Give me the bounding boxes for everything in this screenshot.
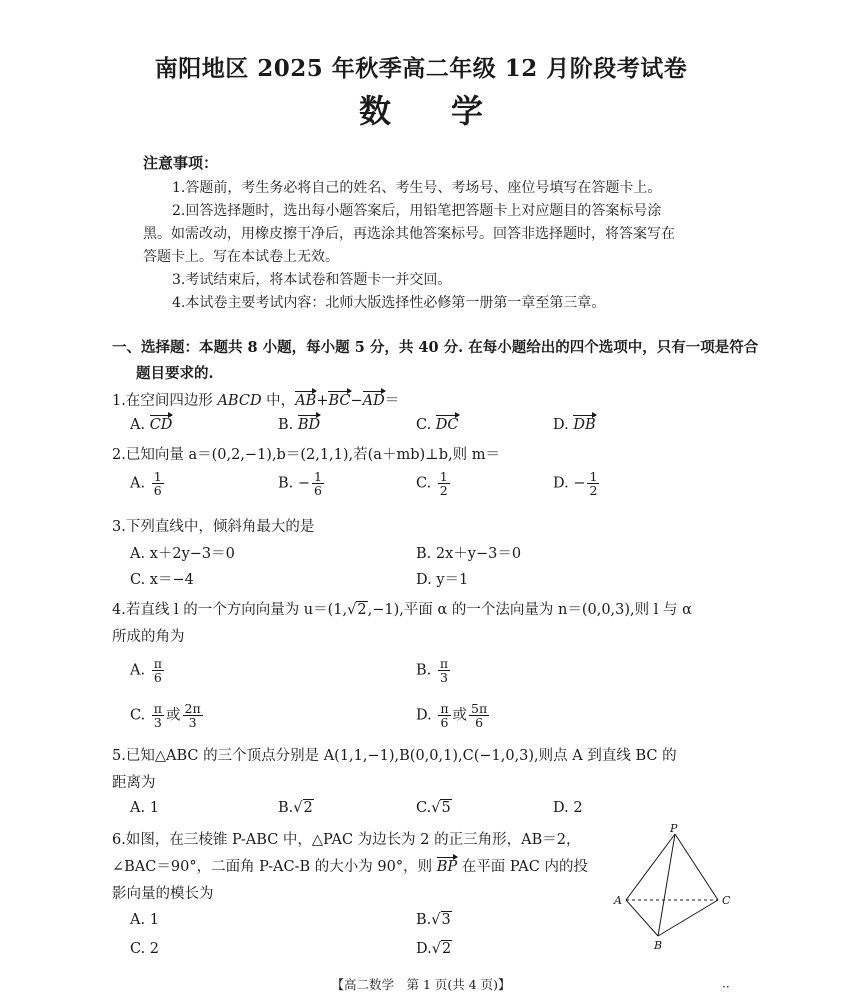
question-2-option-d: D. − $\frac{1}{2}$ (553, 469, 598, 499)
note-item-4: 4.本试卷主要考试内容：北师大版选择性必修第一册第一章至第三章。 (172, 295, 606, 311)
question-5-stem-line-2: 距离为 (112, 775, 156, 791)
subject-title: 数学 (358, 92, 543, 130)
edge-pb (658, 834, 675, 936)
question-5-option-a: A. 1 (130, 800, 159, 816)
question-2-option-c: C. $\frac{1}{2}$ (416, 469, 448, 499)
question-5-option-d: D. 2 (553, 800, 583, 816)
question-1-option-d: D. DB (553, 417, 596, 433)
question-6-option-d: D.√2 (416, 941, 452, 957)
edge-ab (626, 900, 658, 936)
question-3-option-d: D. y＝1 (416, 572, 469, 588)
question-2-stem: 2.已知向量 a＝(0,2,−1),b＝(2,1,1),若(a＋mb)⊥b,则 m＝ (112, 447, 501, 463)
question-6-option-c: C. 2 (130, 941, 160, 957)
vector-ad: AD (362, 393, 385, 409)
notes-heading: 注意事项： (143, 154, 219, 172)
question-3-option-a: A. x＋2y−3＝0 (130, 546, 235, 562)
question-4-option-d: D. $\frac{\pi}{6}$ 或 $\frac{5\pi}{6}$ (416, 701, 488, 731)
edge-pa (626, 834, 675, 900)
question-4-stem-line-1: 4.若直线 l 的一个方向向量为 u＝(1,√2,−1),平面 α 的一个法向量为 n＝(0,0,3),则 l 与 α (112, 602, 692, 618)
vertex-label-c: C (722, 894, 731, 907)
question-1-option-c: C. DC (416, 417, 459, 433)
question-4-option-a: A. $\frac{\pi}{6}$ (130, 656, 162, 686)
question-5-stem-line-1: 5.已知△ABC 的三个顶点分别是 A(1,1,−1),B(0,0,1),C(−1,0,3),则点 A 到直线 BC 的 (112, 748, 677, 764)
question-6-stem-line-2: ∠BAC＝90°，二面角 P-AC-B 的大小为 90°，则 BP 在平面 PAC 内的投 (112, 859, 588, 875)
note-item-3: 3.考试结束后，将本试卷和答题卡一并交回。 (172, 272, 452, 288)
page-footer: 【高二数学 第 1 页(共 4 页)】 (331, 977, 511, 992)
question-4-option-b: B. $\frac{\pi}{3}$ (416, 656, 449, 686)
vertex-label-a: A (614, 894, 622, 907)
note-item-2-line-3: 答题卡上。写在本试卷上无效。 (143, 249, 339, 265)
vector-bc: BC (328, 393, 351, 409)
vertex-label-b: B (654, 939, 663, 952)
question-6-option-a: A. 1 (130, 912, 159, 928)
question-1-stem: 1.在空间四边形 ABCD 中，AB+BC−AD＝ (112, 393, 400, 409)
question-6-stem-line-1: 6.如图，在三棱锥 P-ABC 中，△PAC 为边长为 2 的正三角形，AB＝2， (112, 832, 581, 848)
question-5-option-c: C.√5 (416, 800, 451, 816)
question-1-option-a: A. CD (130, 417, 173, 433)
vertex-label-p: P (670, 822, 678, 835)
note-item-2-line-2: 黑。如需改动，用橡皮擦干净后，再选涂其他答案标号。回答非选择题时，将答案写在 (143, 226, 675, 242)
note-item-2-line-1: 2.回答选择题时，选出每小题答案后，用铅笔把答题卡上对应题目的答案标号涂 (172, 203, 662, 219)
section-heading-line-1: 一、选择题：本题共 8 小题，每小题 5 分，共 40 分. 在每小题给出的四个选项中，只有一项是符合 (112, 339, 759, 356)
corner-mark: ·· (722, 980, 730, 994)
question-4-option-c: C. $\frac{\pi}{3}$ 或 $\frac{2\pi}{3}$ (130, 701, 201, 731)
question-2-option-a: A. $\frac{1}{6}$ (130, 469, 162, 499)
question-6-option-b: B.√3 (416, 912, 451, 928)
edge-bc (658, 900, 718, 936)
question-1-option-b: B. BD (278, 417, 321, 433)
question-3-option-c: C. x＝−4 (130, 572, 194, 588)
pyramid-figure (610, 822, 740, 952)
question-5-option-b: B.√2 (278, 800, 313, 816)
question-3-option-b: B. 2x＋y−3＝0 (416, 546, 522, 562)
edge-pc (675, 834, 718, 900)
vector-ab: AB (295, 393, 317, 409)
question-3-stem: 3.下列直线中，倾斜角最大的是 (112, 519, 315, 535)
exam-title: 南阳地区 2025 年秋季高二年级 12 月阶段考试卷 (154, 55, 688, 82)
section-heading-line-2: 题目要求的. (136, 365, 214, 382)
question-2-option-b: B. − $\frac{1}{6}$ (278, 469, 322, 499)
note-item-1: 1.答题前，考生务必将自己的姓名、考生号、考场号、座位号填写在答题卡上。 (172, 180, 662, 196)
question-6-stem-line-3: 影向量的模长为 (112, 886, 214, 902)
vector-bp: BP (436, 859, 458, 875)
question-4-stem-line-2: 所成的角为 (112, 629, 185, 645)
